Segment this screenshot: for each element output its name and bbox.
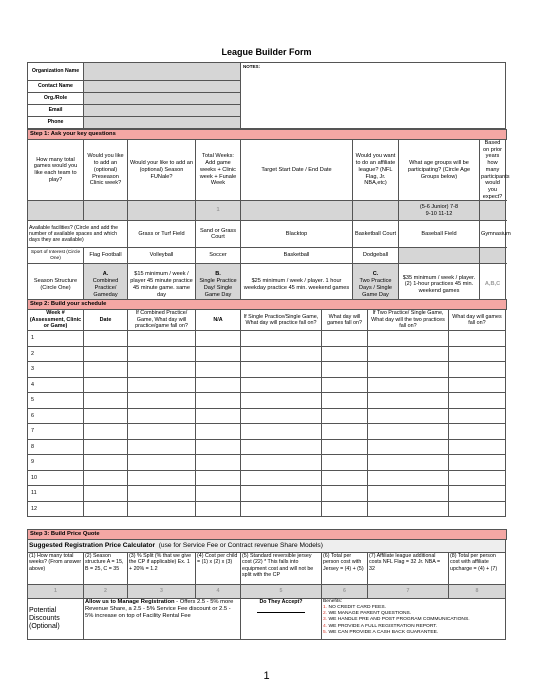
q-participants: Based on prior years how many participants would you expect?	[481, 140, 510, 200]
structure-abc[interactable]: A,B,C	[480, 264, 506, 306]
schedule-cell[interactable]	[128, 408, 196, 424]
schedule-cell[interactable]	[128, 377, 196, 393]
schedule-cell[interactable]	[449, 408, 506, 424]
week-number: 6	[28, 408, 84, 424]
structure-a-letter: A.	[102, 271, 109, 278]
structure-b-text: Single Practice Day/ Single Game Day	[199, 278, 237, 298]
schedule-cell[interactable]	[449, 439, 506, 455]
schedule-cell[interactable]	[368, 362, 449, 378]
schedule-cell[interactable]	[128, 331, 196, 347]
schedule-cell[interactable]	[196, 455, 241, 471]
schedule-cell[interactable]	[84, 408, 128, 424]
sport-volleyball[interactable]: Volleyball	[128, 248, 196, 264]
q-season-funale: Would your like to add an (optional) Season FUNale?	[128, 140, 196, 201]
calc-input-6[interactable]: 6	[322, 585, 368, 599]
sport-basketball[interactable]: Basketball	[241, 248, 353, 264]
schedule-cell[interactable]	[368, 331, 449, 347]
schedule-cell[interactable]	[84, 346, 128, 362]
schedule-cell[interactable]	[241, 362, 322, 378]
schedule-cell[interactable]	[241, 501, 322, 517]
schedule-cell[interactable]	[241, 346, 322, 362]
schedule-cell[interactable]	[449, 331, 506, 347]
schedule-cell[interactable]	[84, 501, 128, 517]
schedule-cell[interactable]	[84, 470, 128, 486]
a-preseason-clinic[interactable]	[84, 201, 128, 221]
calc-input-5[interactable]: 5	[241, 585, 322, 599]
calc-col-5: (5) Standard reversible jersey cost (22) * This falls into equipment cost and will not be split with the CP	[241, 553, 322, 585]
schedule-cell[interactable]	[449, 424, 506, 440]
contact-name-field[interactable]	[84, 81, 241, 93]
price-table	[27, 539, 506, 640]
facility-gymnasium[interactable]: Gymnasium	[480, 221, 506, 248]
structure-label: Season Structure (Circle One)	[28, 264, 84, 306]
schedule-cell[interactable]	[196, 408, 241, 424]
email-field[interactable]	[84, 105, 241, 117]
q-preseason-clinic: Would you like to add an (optional) Preseason Clinic week?	[84, 140, 128, 201]
facility-basketball-court[interactable]: Basketball Court	[353, 221, 399, 248]
org-info-table	[27, 62, 506, 129]
schedule-row	[28, 501, 506, 517]
org-role-field[interactable]	[84, 93, 241, 105]
week-number: 4	[28, 377, 84, 393]
facility-sand-court[interactable]: Sand or Grass Court	[196, 221, 241, 248]
schedule-cell[interactable]	[322, 346, 368, 362]
a-participants[interactable]	[480, 201, 506, 221]
benefit-item: 4. WE PROVIDE A FULL REGISTRATION REPORT.	[323, 623, 438, 629]
structure-a-price: $15 minimum / week / player 45 minute practice 45 minute game. same day	[128, 264, 196, 306]
calc-subtitle: (use for Service Fee or Contract revenue Share Models)	[158, 542, 323, 550]
sched-hdr-two-practice: If Two Practice/ Single Game, What day will the two practices fall on?	[368, 310, 449, 331]
calc-input-3[interactable]: 3	[128, 585, 196, 599]
schedule-cell[interactable]	[128, 346, 196, 362]
schedule-cell[interactable]	[128, 362, 196, 378]
calc-col-7: (7) Affiliate league additional costs NFL Flag = 32 Jr. NBA = 32	[368, 553, 449, 585]
a-total-games[interactable]	[28, 201, 84, 221]
calc-col-4: (4) Cost per child = (1) x (2) x (3)	[196, 553, 241, 585]
week-number: 3	[28, 362, 84, 378]
accept-cell[interactable]	[241, 599, 322, 640]
a-total-weeks[interactable]: 1	[196, 201, 241, 221]
schedule-cell[interactable]	[196, 393, 241, 409]
schedule-cell[interactable]	[84, 424, 128, 440]
schedule-row	[28, 439, 506, 455]
schedule-cell[interactable]	[128, 424, 196, 440]
discount-text-cell	[84, 599, 241, 640]
schedule-cell[interactable]	[322, 455, 368, 471]
schedule-cell[interactable]	[322, 439, 368, 455]
schedule-cell[interactable]	[322, 424, 368, 440]
schedule-cell[interactable]	[84, 455, 128, 471]
schedule-cell[interactable]	[322, 331, 368, 347]
structure-b-letter: B.	[215, 271, 221, 278]
schedule-cell[interactable]	[128, 455, 196, 471]
schedule-cell[interactable]	[84, 362, 128, 378]
org-role-label: Org./Role	[28, 93, 84, 105]
a-affiliate-league[interactable]	[353, 201, 399, 221]
calc-title-row	[28, 540, 506, 553]
schedule-cell[interactable]	[368, 501, 449, 517]
schedule-cell[interactable]	[196, 470, 241, 486]
q-age-groups: What age groups will be participating? (Circle Age Groups below)	[399, 140, 480, 201]
schedule-cell[interactable]	[449, 455, 506, 471]
schedule-cell[interactable]	[84, 486, 128, 502]
schedule-cell[interactable]	[322, 408, 368, 424]
sched-hdr-single-games: What day will games fall on?	[322, 310, 368, 331]
phone-label: Phone	[28, 117, 84, 129]
schedule-row	[28, 408, 506, 424]
step1-table	[27, 139, 511, 306]
schedule-cell[interactable]	[84, 377, 128, 393]
schedule-cell[interactable]	[322, 377, 368, 393]
schedule-cell[interactable]	[368, 455, 449, 471]
schedule-cell[interactable]	[241, 439, 322, 455]
calc-input-4[interactable]: 4	[196, 585, 241, 599]
accept-line[interactable]	[257, 612, 305, 613]
week-number: 12	[28, 501, 84, 517]
schedule-cell[interactable]	[196, 439, 241, 455]
benefit-item: 2. WE MANAGE PARENT QUESTIONS.	[323, 611, 412, 617]
calc-col-6: (6) Total per person cost with Jersey = (4) + (5)	[322, 553, 368, 585]
schedule-cell[interactable]	[196, 377, 241, 393]
q-total-games: How many total games would you like each team to play?	[28, 140, 84, 201]
sched-hdr-date: Date	[84, 310, 128, 331]
schedule-cell[interactable]	[322, 470, 368, 486]
sport-empty-1	[399, 248, 480, 264]
schedule-cell[interactable]	[196, 486, 241, 502]
schedule-cell[interactable]	[241, 424, 322, 440]
schedule-cell[interactable]	[322, 393, 368, 409]
sched-hdr-combined: If Combined Practice/ Game, What day will practice/game fall on?	[128, 310, 196, 331]
schedule-row	[28, 362, 506, 378]
q-affiliate-league: Would you want to do an affiliate league? (NFL Flag, Jr. NBA,etc)	[353, 140, 399, 201]
sport-empty-2	[480, 248, 506, 264]
org-name-field[interactable]	[84, 63, 241, 81]
schedule-cell[interactable]	[196, 331, 241, 347]
sched-hdr-two-games: What day will games fall on?	[449, 310, 506, 331]
email-label: Email	[28, 105, 84, 117]
discount-text: - Offers 2.5 - 5% more Revenue Share, a 2.5 - 5% Service Fee discount or 2.5 - 5% increase on top of Facility Rental Fee	[85, 599, 234, 619]
calc-input-2[interactable]: 2	[84, 585, 128, 599]
schedule-table	[27, 309, 506, 517]
week-number: 2	[28, 346, 84, 362]
schedule-cell[interactable]	[449, 501, 506, 517]
notes-box[interactable]	[241, 63, 506, 129]
page-number: 1	[263, 670, 270, 682]
step1-bar: Step 1: Ask your key questions	[27, 129, 507, 140]
benefits-cell	[322, 599, 506, 640]
schedule-cell[interactable]	[241, 377, 322, 393]
schedule-cell[interactable]	[196, 362, 241, 378]
schedule-cell[interactable]	[241, 486, 322, 502]
schedule-cell[interactable]	[128, 393, 196, 409]
week-number: 9	[28, 455, 84, 471]
facility-baseball-field[interactable]: Baseball Field	[399, 221, 480, 248]
schedule-row	[28, 346, 506, 362]
facility-grass-field[interactable]: Grass or Turf Field	[128, 221, 196, 248]
benefits-label: Benefits:	[323, 599, 343, 604]
schedule-cell[interactable]	[322, 362, 368, 378]
schedule-cell[interactable]	[241, 455, 322, 471]
schedule-cell[interactable]	[322, 501, 368, 517]
schedule-rows	[28, 331, 506, 517]
step3-bar: Step 3: Build Price Quote	[27, 529, 507, 540]
benefit-item: 3. WE HANDLE PRE AND POST PROGRAM COMMUNICATIONS.	[323, 617, 470, 623]
org-name-label: Organization Name	[28, 63, 84, 81]
structure-a-text: Combined Practice/ Gameday	[92, 278, 119, 298]
calc-input-7[interactable]: 7	[368, 585, 449, 599]
schedule-cell[interactable]	[368, 424, 449, 440]
schedule-row	[28, 331, 506, 347]
calc-col-8: (8) Total per person cost with affiliate upcharge = (4) + (7)	[449, 553, 506, 585]
week-number: 11	[28, 486, 84, 502]
a-age-groups[interactable]: (5-6 Junior) 7-8 9-10 11-12	[399, 201, 480, 221]
week-number: 8	[28, 439, 84, 455]
sport-flag-football[interactable]: Flag Football	[84, 248, 128, 264]
schedule-cell[interactable]	[241, 331, 322, 347]
week-number: 7	[28, 424, 84, 440]
facilities-label: Available facilities? (Circle and add the number of available spaces and which days they are available)	[28, 221, 128, 248]
schedule-cell[interactable]	[84, 439, 128, 455]
sport-label: Sport of Interest (Circle One)	[28, 248, 84, 264]
schedule-cell[interactable]	[368, 393, 449, 409]
a-start-end-date[interactable]	[241, 201, 353, 221]
schedule-cell[interactable]	[128, 486, 196, 502]
schedule-cell[interactable]	[449, 393, 506, 409]
schedule-cell[interactable]	[368, 408, 449, 424]
benefit-item: 5. WE CAN PROVIDE A CASH BACK GUARANTEE.	[323, 629, 439, 635]
schedule-cell[interactable]	[449, 486, 506, 502]
sport-soccer[interactable]: Soccer	[196, 248, 241, 264]
accept-label: Do They Accept?	[259, 599, 303, 605]
structure-c-letter: C.	[372, 271, 379, 278]
structure-c-text: Two Practice Days / Single Game Day	[359, 278, 392, 298]
schedule-cell[interactable]	[196, 501, 241, 517]
sport-dodgeball[interactable]: Dodgeball	[353, 248, 399, 264]
discount-bold: Allow us to Manage Registration	[85, 599, 175, 605]
sched-hdr-single-practice: If Single Practice/Single Game, What day will practice fall on?	[241, 310, 322, 331]
contact-name-label: Contact Name	[28, 81, 84, 93]
schedule-cell[interactable]	[128, 501, 196, 517]
schedule-cell[interactable]	[128, 439, 196, 455]
schedule-cell[interactable]	[368, 470, 449, 486]
schedule-cell[interactable]	[368, 346, 449, 362]
calc-input-1[interactable]: 1	[28, 585, 84, 599]
schedule-cell[interactable]	[368, 439, 449, 455]
schedule-cell[interactable]	[449, 362, 506, 378]
schedule-row	[28, 424, 506, 440]
schedule-row	[28, 470, 506, 486]
step2-bar: Step 2: Build your schedule	[27, 299, 507, 310]
discount-label: Potential Discounts (Optional)	[28, 599, 84, 640]
schedule-cell[interactable]	[196, 424, 241, 440]
form-title: League Builder Form	[221, 47, 312, 57]
structure-c-price: $35 minimum / week / player. (2) 1-hour practices 45 min. weekend games	[399, 264, 480, 306]
calc-col-1: (1) How many total weeks? (From answer above)	[28, 553, 84, 585]
schedule-cell[interactable]	[128, 470, 196, 486]
week-number: 5	[28, 393, 84, 409]
week-number: 1	[28, 331, 84, 347]
notes-label: NOTES:	[243, 64, 261, 69]
schedule-cell[interactable]	[241, 393, 322, 409]
calc-title: Suggested Registration Price Calculator	[29, 542, 156, 550]
schedule-row	[28, 377, 506, 393]
schedule-row	[28, 455, 506, 471]
schedule-cell[interactable]	[449, 346, 506, 362]
schedule-cell[interactable]	[449, 470, 506, 486]
facility-blacktop[interactable]: Blacktop	[241, 221, 353, 248]
calc-col-3: (3) % Split (% that we give the CP if applicable) Ex. 1 + 20% = 1.2	[128, 553, 196, 585]
phone-field[interactable]	[84, 117, 241, 129]
schedule-row	[28, 393, 506, 409]
schedule-cell[interactable]	[449, 377, 506, 393]
schedule-cell[interactable]	[196, 346, 241, 362]
q-total-weeks: Total Weeks: Add game weeks + Clinic week + Funale Week	[196, 140, 241, 201]
schedule-cell[interactable]	[241, 470, 322, 486]
calc-col-2: (2) Season structure A = 15, B = 25, C = 35	[84, 553, 128, 585]
structure-b-price: $25 minimum / week / player. 1 hour weekday practice 45 min. weekend games	[241, 264, 353, 306]
a-season-funale[interactable]	[128, 201, 196, 221]
schedule-row	[28, 486, 506, 502]
schedule-cell[interactable]	[84, 331, 128, 347]
schedule-cell[interactable]	[368, 377, 449, 393]
calc-input-8[interactable]: 8	[449, 585, 506, 599]
schedule-cell[interactable]	[241, 408, 322, 424]
q-start-end-date: Target Start Date / End Date	[241, 140, 353, 201]
schedule-cell[interactable]	[84, 393, 128, 409]
sched-hdr-na: N/A	[196, 310, 241, 331]
week-number: 10	[28, 470, 84, 486]
benefit-item: 1. NO CREDIT CARD FEES.	[323, 605, 386, 611]
schedule-cell[interactable]	[322, 486, 368, 502]
sched-hdr-week: Week # (Assessment, Clinic or Game)	[28, 310, 84, 331]
schedule-cell[interactable]	[368, 486, 449, 502]
